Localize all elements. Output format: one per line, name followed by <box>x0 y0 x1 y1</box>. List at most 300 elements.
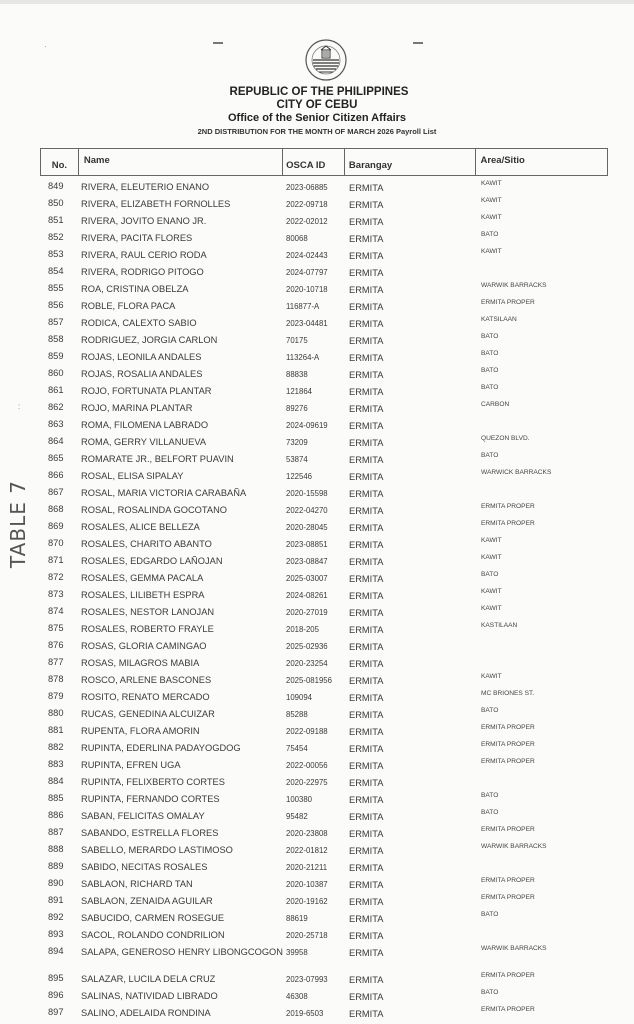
table-row <box>40 825 608 842</box>
row-barangay: ERMITA <box>349 914 384 924</box>
table-row <box>40 400 608 417</box>
row-barangay: ERMITA <box>349 472 384 482</box>
row-area-sitio: ERMITA PROPER <box>481 826 535 833</box>
row-number: 876 <box>48 640 64 650</box>
row-osca-id: 2022-00056 <box>286 761 328 770</box>
row-number: 867 <box>48 487 64 497</box>
table-row <box>40 247 608 264</box>
row-area-sitio: KAWIT <box>481 197 502 204</box>
table-row <box>40 808 608 825</box>
row-name: ROSITO, RENATO MERCADO <box>81 692 210 702</box>
row-name: ROSALES, ROBERTO FRAYLE <box>81 624 214 634</box>
row-osca-id: 2022-04270 <box>286 506 328 515</box>
row-barangay: ERMITA <box>349 200 384 210</box>
table-row <box>40 434 608 451</box>
row-osca-id: 2024-09619 <box>286 421 328 430</box>
row-area-sitio: BATO <box>481 571 499 578</box>
row-barangay: ERMITA <box>349 438 384 448</box>
row-area-sitio: BATO <box>481 809 499 816</box>
row-barangay: ERMITA <box>349 523 384 533</box>
scan-speck: · <box>44 42 47 51</box>
row-number: 897 <box>48 1007 64 1017</box>
table-row <box>40 723 608 740</box>
row-name: ROJAS, LEONILA ANDALES <box>81 352 202 362</box>
row-osca-id: 75454 <box>286 744 308 753</box>
row-name: ROSALES, EDGARDO LAÑOJAN <box>81 556 223 566</box>
table-row <box>40 910 608 927</box>
row-number: 860 <box>48 368 64 378</box>
row-name: SALINAS, NATIVIDAD LIBRADO <box>81 991 218 1001</box>
table-row <box>40 468 608 485</box>
row-number: 870 <box>48 538 64 548</box>
table-row <box>40 179 608 196</box>
row-name: ROMA, GERRY VILLANUEVA <box>81 437 207 447</box>
row-number: 885 <box>48 793 64 803</box>
row-barangay: ERMITA <box>349 421 384 431</box>
row-area-sitio: BATO <box>481 989 499 996</box>
table-row <box>40 638 608 655</box>
row-number: 856 <box>48 300 64 310</box>
row-barangay: ERMITA <box>349 234 384 244</box>
table-row <box>40 281 608 298</box>
table-row <box>40 519 608 536</box>
row-barangay: ERMITA <box>349 931 384 941</box>
row-osca-id: 2024-07797 <box>286 268 328 277</box>
table-row <box>40 366 608 383</box>
row-osca-id: 2024-08261 <box>286 591 328 600</box>
row-name: ROSAL, MARIA VICTORIA CARABAÑA <box>81 488 247 498</box>
table-row <box>40 842 608 859</box>
row-number: 890 <box>48 878 64 888</box>
row-name: RUPINTA, FELIXBERTO CORTES <box>81 777 225 787</box>
table-row <box>40 451 608 468</box>
row-barangay: ERMITA <box>349 455 384 465</box>
row-barangay: ERMITA <box>349 557 384 567</box>
row-osca-id: 88838 <box>286 370 308 379</box>
column-header-barangay: Barangay <box>345 149 477 175</box>
row-barangay: ERMITA <box>349 727 384 737</box>
header-republic: REPUBLIC OF THE PHILIPPINES <box>229 86 409 98</box>
page-top-edge <box>0 0 634 4</box>
row-osca-id: 2018-205 <box>286 625 319 634</box>
row-number: 879 <box>48 691 64 701</box>
row-area-sitio: BATO <box>481 792 499 799</box>
table-row <box>40 876 608 893</box>
row-osca-id: 2023-04481 <box>286 319 328 328</box>
row-number: 895 <box>48 973 64 983</box>
row-name: ROSALES, NESTOR LANOJAN <box>81 607 215 617</box>
row-barangay: ERMITA <box>349 778 384 788</box>
row-area-sitio: KAWIT <box>481 673 502 680</box>
row-name: RUPINTA, FERNANDO CORTES <box>81 794 220 804</box>
row-area-sitio <box>477 417 608 418</box>
table-row <box>40 417 608 434</box>
row-area-sitio: ERMITA PROPER <box>481 724 535 731</box>
row-osca-id: 80068 <box>286 234 308 243</box>
row-number: 878 <box>48 674 64 684</box>
row-area-sitio: KAWIT <box>481 605 502 612</box>
row-number: 869 <box>48 521 64 531</box>
row-barangay: ERMITA <box>349 812 384 822</box>
row-number: 861 <box>48 385 64 395</box>
row-number: 889 <box>48 861 64 871</box>
row-barangay: ERMITA <box>349 975 384 985</box>
table-row <box>40 1005 608 1022</box>
row-barangay: ERMITA <box>349 795 384 805</box>
row-name: ROSALES, LILIBETH ESPRA <box>81 590 205 600</box>
row-name: RIVERA, RODRIGO PITOGO <box>81 267 204 277</box>
row-number: 891 <box>48 895 64 905</box>
row-name: ROSAS, MILAGROS MABIA <box>81 658 200 668</box>
row-number: 855 <box>48 283 64 293</box>
row-name: ROSAL, ELISA SIPALAY <box>81 471 184 481</box>
row-osca-id: 89276 <box>286 404 308 413</box>
row-name: RIVERA, JOVITO ENANO JR. <box>81 216 207 226</box>
table-row <box>40 587 608 604</box>
table-row <box>40 944 608 971</box>
row-barangay: ERMITA <box>349 676 384 686</box>
row-osca-id: 73209 <box>286 438 308 447</box>
row-area-sitio: WARWIK BARRACKS <box>481 945 547 952</box>
row-area-sitio: KAWIT <box>481 588 502 595</box>
row-number: 849 <box>48 181 64 191</box>
row-name: ROSAL, ROSALINDA GOCOTANO <box>81 505 228 515</box>
row-name: SALAPA, GENEROSO HENRY LIBONGCOGON <box>81 947 284 957</box>
column-header-osca-id: OSCA ID <box>283 149 345 175</box>
table-row <box>40 332 608 349</box>
row-barangay: ERMITA <box>349 370 384 380</box>
row-number: 884 <box>48 776 64 786</box>
row-area-sitio: ERMITA PROPER <box>481 503 535 510</box>
row-number: 874 <box>48 606 64 616</box>
row-osca-id: 2022-01812 <box>286 846 328 855</box>
row-barangay: ERMITA <box>349 404 384 414</box>
row-area-sitio: ERMITA PROPER <box>481 741 535 748</box>
table-row <box>40 655 608 672</box>
row-osca-id: 2022-09718 <box>286 200 328 209</box>
row-barangay: ERMITA <box>349 863 384 873</box>
row-number: 886 <box>48 810 64 820</box>
row-osca-id: 2020-10387 <box>286 880 328 889</box>
row-area-sitio: BATO <box>481 707 499 714</box>
row-osca-id: 100380 <box>286 795 313 804</box>
table-row <box>40 757 608 774</box>
row-area-sitio: BATO <box>481 231 499 238</box>
row-name: ROA, CRISTINA OBELZA <box>81 284 189 294</box>
row-number: 854 <box>48 266 64 276</box>
table-row <box>40 230 608 247</box>
row-osca-id: 2020-27019 <box>286 608 328 617</box>
row-area-sitio: WARWICK BARRACKS <box>481 469 552 476</box>
row-number: 883 <box>48 759 64 769</box>
row-name: RIVERA, ELEUTERIO ENANO <box>81 182 210 192</box>
row-name: ROMA, FILOMENA LABRADO <box>81 420 209 430</box>
row-area-sitio: KAWIT <box>481 554 502 561</box>
row-number: 888 <box>48 844 64 854</box>
row-area-sitio <box>477 655 608 656</box>
row-area-sitio: ERMITA PROPER <box>481 758 535 765</box>
row-area-sitio <box>477 859 608 860</box>
row-name: SABANDO, ESTRELLA FLORES <box>81 828 219 838</box>
row-osca-id: 2024-02443 <box>286 251 328 260</box>
header-city: CITY OF CEBU <box>276 99 358 111</box>
payroll-table-body <box>40 179 608 1022</box>
row-barangay: ERMITA <box>349 625 384 635</box>
row-osca-id: 39958 <box>286 948 308 957</box>
row-osca-id: 2025-081956 <box>286 676 332 685</box>
row-barangay: ERMITA <box>349 251 384 261</box>
table-row <box>40 604 608 621</box>
row-name: ROSALES, ALICE BELLEZA <box>81 522 200 532</box>
row-area-sitio: BATO <box>481 367 499 374</box>
row-name: SABIDO, NECITAS ROSALES <box>81 862 208 872</box>
row-area-sitio: BATO <box>481 452 499 459</box>
row-barangay: ERMITA <box>349 353 384 363</box>
row-number: 853 <box>48 249 64 259</box>
row-area-sitio <box>477 638 608 639</box>
row-area-sitio: BATO <box>481 384 499 391</box>
row-barangay: ERMITA <box>349 608 384 618</box>
table-row <box>40 536 608 553</box>
row-area-sitio: ERMITA PROPER <box>481 972 535 979</box>
row-name: ROJO, FORTUNATA PLANTAR <box>81 386 212 396</box>
row-barangay: ERMITA <box>349 489 384 499</box>
table-row <box>40 213 608 230</box>
row-osca-id: 2019-6503 <box>286 1009 324 1018</box>
scan-speck: : <box>18 402 21 411</box>
row-number: 887 <box>48 827 64 837</box>
row-number: 858 <box>48 334 64 344</box>
row-number: 866 <box>48 470 64 480</box>
row-number: 868 <box>48 504 64 514</box>
table-row <box>40 988 608 1005</box>
row-name: SALAZAR, LUCILA DELA CRUZ <box>81 974 216 984</box>
row-name: ROSCO, ARLENE BASCONES <box>81 675 212 685</box>
column-header-name: Name <box>79 149 283 175</box>
row-number: 896 <box>48 990 64 1000</box>
header-office: Office of the Senior Citizen Affairs <box>227 112 407 124</box>
row-area-sitio: ERMITA PROPER <box>481 894 535 901</box>
table-row <box>40 298 608 315</box>
row-number: 880 <box>48 708 64 718</box>
row-number: 893 <box>48 929 64 939</box>
row-number: 859 <box>48 351 64 361</box>
row-osca-id: 85288 <box>286 710 308 719</box>
row-barangay: ERMITA <box>349 285 384 295</box>
row-area-sitio: MC BRIONES ST. <box>481 690 535 697</box>
row-osca-id: 46308 <box>286 992 308 1001</box>
row-osca-id: 2020-22975 <box>286 778 328 787</box>
row-osca-id: 113264-A <box>286 353 320 362</box>
row-number: 864 <box>48 436 64 446</box>
table-row <box>40 740 608 757</box>
row-area-sitio: ERMITA PROPER <box>481 877 535 884</box>
row-barangay: ERMITA <box>349 710 384 720</box>
row-number: 857 <box>48 317 64 327</box>
row-barangay: ERMITA <box>349 693 384 703</box>
row-osca-id: 2023-08847 <box>286 557 328 566</box>
row-name: SABAN, FELICITAS OMALAY <box>81 811 205 821</box>
row-area-sitio: WARWIK BARRACKS <box>481 843 547 850</box>
table-row <box>40 264 608 281</box>
row-osca-id: 2020-10718 <box>286 285 328 294</box>
row-number: 894 <box>48 946 64 956</box>
row-osca-id: 2023-08851 <box>286 540 328 549</box>
row-barangay: ERMITA <box>349 183 384 193</box>
row-osca-id: 53874 <box>286 455 308 464</box>
row-name: ROMARATE JR., BELFORT PUAVIN <box>81 454 234 464</box>
row-area-sitio: ERMITA PROPER <box>481 299 535 306</box>
row-area-sitio: KAWIT <box>481 214 502 221</box>
row-name: RIVERA, ELIZABETH FORNOLLES <box>81 199 231 209</box>
row-barangay: ERMITA <box>349 761 384 771</box>
table-row <box>40 349 608 366</box>
row-osca-id: 2020-25718 <box>286 931 328 940</box>
row-osca-id: 2025-03007 <box>286 574 328 583</box>
row-osca-id: 95482 <box>286 812 308 821</box>
scan-mark <box>413 42 423 44</box>
table-row <box>40 672 608 689</box>
table-row <box>40 502 608 519</box>
row-barangay: ERMITA <box>349 948 384 958</box>
row-barangay: ERMITA <box>349 1009 384 1019</box>
row-osca-id: 2020-23808 <box>286 829 328 838</box>
row-barangay: ERMITA <box>349 319 384 329</box>
row-name: RUPINTA, EDERLINA PADAYOGDOG <box>81 743 241 753</box>
row-number: 871 <box>48 555 64 565</box>
row-area-sitio: ERMITA PROPER <box>481 520 535 527</box>
row-number: 865 <box>48 453 64 463</box>
row-area-sitio: ERMITA PROPER <box>481 1006 535 1013</box>
table-row <box>40 893 608 910</box>
row-area-sitio: BATO <box>481 350 499 357</box>
row-osca-id: 2020-15598 <box>286 489 328 498</box>
column-header-area-sitio: Area/Sitio <box>480 155 525 166</box>
row-osca-id: 2022-02012 <box>286 217 328 226</box>
row-barangay: ERMITA <box>349 574 384 584</box>
row-number: 873 <box>48 589 64 599</box>
row-barangay: ERMITA <box>349 268 384 278</box>
row-osca-id: 88619 <box>286 914 308 923</box>
row-name: ROSAS, GLORIA CAMINGAO <box>81 641 207 651</box>
row-barangay: ERMITA <box>349 642 384 652</box>
row-number: 881 <box>48 725 64 735</box>
row-name: SACOL, ROLANDO CONDRILION <box>81 930 225 940</box>
row-number: 863 <box>48 419 64 429</box>
row-osca-id: 2020-23254 <box>286 659 328 668</box>
row-barangay: ERMITA <box>349 897 384 907</box>
official-seal-icon <box>305 38 347 82</box>
table-row <box>40 971 608 988</box>
table-row <box>40 621 608 638</box>
row-name: ROSALES, CHARITO ABANTO <box>81 539 212 549</box>
row-barangay: ERMITA <box>349 829 384 839</box>
table-row <box>40 927 608 944</box>
row-name: RIVERA, RAUL CERIO RODA <box>81 250 207 260</box>
row-name: ROJO, MARINA PLANTAR <box>81 403 193 413</box>
row-osca-id: 2023-06885 <box>286 183 328 192</box>
row-name: ROJAS, ROSALIA ANDALES <box>81 369 203 379</box>
table-row <box>40 859 608 876</box>
table-row <box>40 706 608 723</box>
row-name: RIVERA, PACITA FLORES <box>81 233 193 243</box>
row-barangay: ERMITA <box>349 992 384 1002</box>
row-osca-id: 2020-21211 <box>286 863 328 872</box>
row-number: 872 <box>48 572 64 582</box>
row-area-sitio: KASTILAAN <box>481 622 518 629</box>
row-area-sitio <box>477 927 608 928</box>
table-row <box>40 791 608 808</box>
row-number: 851 <box>48 215 64 225</box>
row-osca-id: 2025-02936 <box>286 642 328 651</box>
row-barangay: ERMITA <box>349 506 384 516</box>
row-area-sitio: KAWIT <box>481 180 502 187</box>
row-number: 862 <box>48 402 64 412</box>
row-barangay: ERMITA <box>349 591 384 601</box>
header-payroll-title: 2ND DISTRIBUTION FOR THE MONTH OF MARCH 2026 Payroll List <box>197 127 437 136</box>
row-number: 877 <box>48 657 64 667</box>
row-barangay: ERMITA <box>349 336 384 346</box>
row-area-sitio: BATO <box>481 911 499 918</box>
row-area-sitio <box>477 485 608 486</box>
row-barangay: ERMITA <box>349 744 384 754</box>
row-osca-id: 70175 <box>286 336 308 345</box>
table-row <box>40 383 608 400</box>
row-area-sitio <box>477 264 608 265</box>
row-area-sitio <box>477 774 608 775</box>
table-row <box>40 485 608 502</box>
row-area-sitio: WARWIK BARRACKS <box>481 282 547 289</box>
row-barangay: ERMITA <box>349 387 384 397</box>
row-name: RODRIGUEZ, JORGIA CARLON <box>81 335 218 345</box>
table-row <box>40 315 608 332</box>
row-number: 882 <box>48 742 64 752</box>
row-osca-id: 116877-A <box>286 302 320 311</box>
row-name: RODICA, CALEXTO SABIO <box>81 318 197 328</box>
row-area-sitio: QUEZON BLVD. <box>481 435 530 442</box>
table-row <box>40 553 608 570</box>
table-row <box>40 570 608 587</box>
table-row <box>40 689 608 706</box>
table-row <box>40 196 608 213</box>
row-barangay: ERMITA <box>349 302 384 312</box>
row-osca-id: 122546 <box>286 472 313 481</box>
row-barangay: ERMITA <box>349 540 384 550</box>
row-barangay: ERMITA <box>349 880 384 890</box>
row-number: 892 <box>48 912 64 922</box>
row-area-sitio: KAWIT <box>481 248 502 255</box>
handwritten-annotation: TABLE 7 <box>6 480 30 568</box>
row-name: SABLAON, ZENAIDA AGUILAR <box>81 896 213 906</box>
table-row <box>40 774 608 791</box>
row-area-sitio: BATO <box>481 333 499 340</box>
row-barangay: ERMITA <box>349 846 384 856</box>
row-name: RUPENTA, FLORA AMORIN <box>81 726 200 736</box>
row-name: SALINO, ADELAIDA RONDINA <box>81 1008 211 1018</box>
row-osca-id: 2020-19162 <box>286 897 328 906</box>
row-number: 875 <box>48 623 64 633</box>
row-name: RUCAS, GENEDINA ALCUIZAR <box>81 709 215 719</box>
row-osca-id: 2023-07993 <box>286 975 328 984</box>
row-name: ROBLE, FLORA PACA <box>81 301 176 311</box>
row-name: SABELLO, MERARDO LASTIMOSO <box>81 845 233 855</box>
row-name: RUPINTA, EFREN UGA <box>81 760 181 770</box>
scan-mark <box>213 42 223 44</box>
row-osca-id: 121864 <box>286 387 313 396</box>
row-area-sitio: KAWIT <box>481 537 502 544</box>
row-area-sitio: CARBON <box>481 401 510 408</box>
row-osca-id: 109094 <box>286 693 313 702</box>
